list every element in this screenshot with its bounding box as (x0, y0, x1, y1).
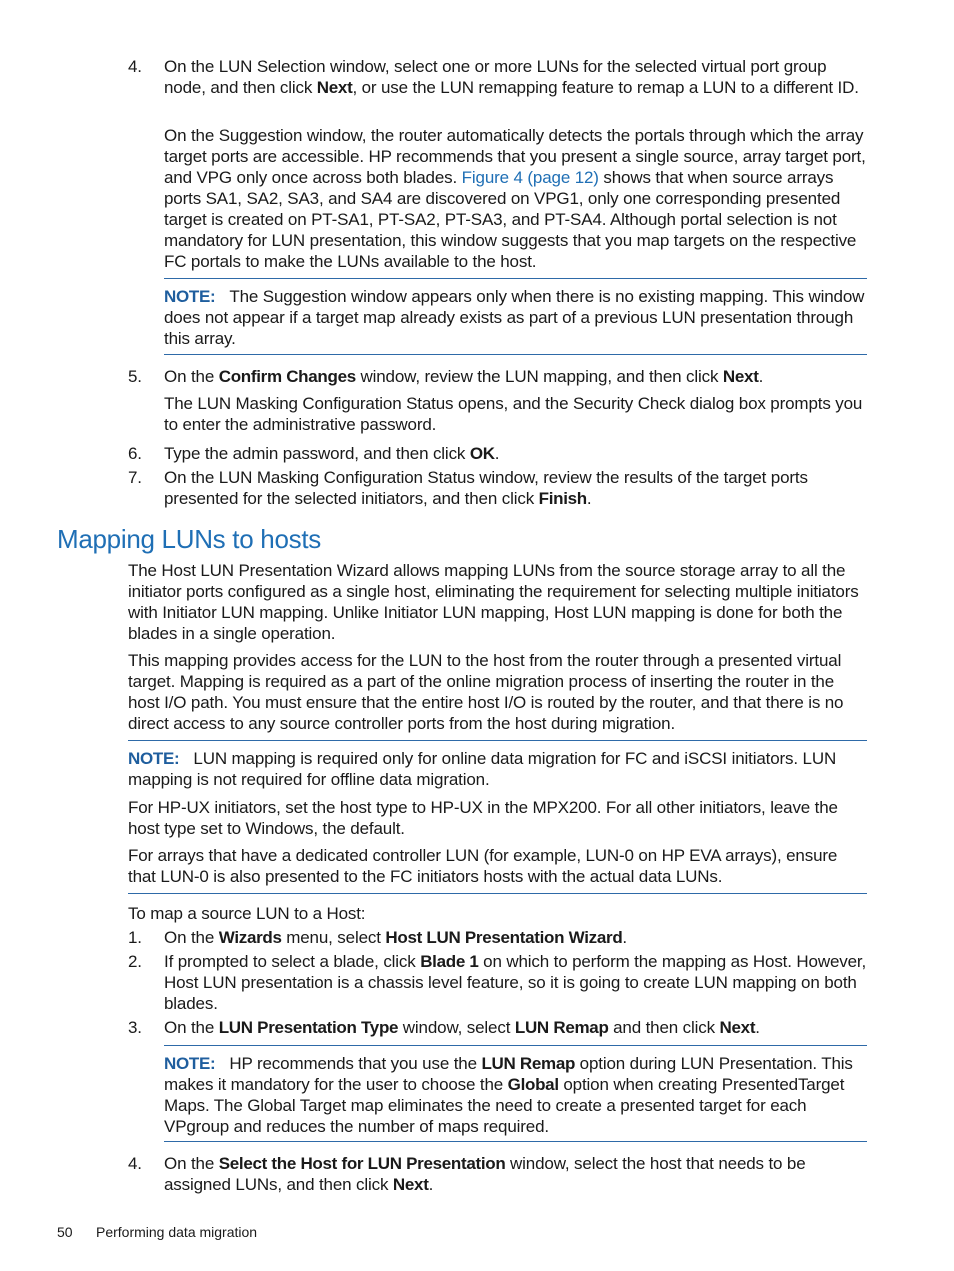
figure-4-link[interactable]: Figure 4 (page 12) (461, 168, 599, 187)
step-number: 1. (128, 928, 142, 947)
note-top-rule (128, 740, 867, 741)
footer-title: Performing data migration (96, 1224, 258, 1240)
step-text: On the (164, 1018, 219, 1037)
ui-term-next: Next (392, 1175, 429, 1194)
step-text: , or use the LUN remapping feature to remap a LUN to a different ID. (352, 78, 859, 97)
ui-term-global: Global (507, 1075, 559, 1094)
ui-term-confirm-changes: Confirm Changes (218, 367, 356, 386)
ui-term-next: Next (722, 367, 759, 386)
step-number: 2. (128, 952, 142, 971)
step-text: . (755, 1018, 760, 1037)
note-bottom-rule (164, 1141, 867, 1142)
ui-term-host-lun-wizard: Host LUN Presentation Wizard (385, 928, 623, 947)
map-step-2 (128, 951, 868, 1014)
step-text: If prompted to select a blade, click (164, 952, 421, 971)
note-label: NOTE: (164, 1054, 216, 1073)
step-text: window, select (398, 1018, 515, 1037)
page-number: 50 (57, 1224, 73, 1240)
map-step-1 (128, 927, 868, 948)
note-text: option during LUN Presentation. This makes it mandatory for the user to choose the (164, 1054, 853, 1094)
page-footer (57, 1223, 257, 1241)
suggestion-paragraph (164, 125, 868, 272)
note-label: NOTE: (164, 287, 216, 306)
step-6-admin-password (128, 443, 868, 464)
ui-term-lun-remap: LUN Remap (514, 1018, 609, 1037)
map-step-3 (128, 1017, 868, 1038)
ui-term-wizards: Wizards (218, 928, 282, 947)
step-5-confirm-changes (128, 366, 868, 387)
note-controller-lun-paragraph: For arrays that have a dedicated controller LUN (for example, LUN-0 on HP EVA arrays), ensure that LUN-0 is also presented to the FC initiators hosts with the actual data LUNs. (128, 846, 838, 886)
ui-term-next: Next (719, 1018, 756, 1037)
map-step-4 (128, 1153, 868, 1195)
note-label: NOTE: (128, 749, 180, 768)
step-number: 3. (128, 1018, 142, 1037)
step-text: On the LUN Selection window, select one or more LUNs for the selected virtual port group node, and then click (164, 57, 827, 97)
note-top-rule (164, 1045, 867, 1046)
step-text: and then click (608, 1018, 720, 1037)
step-text: On the (164, 1154, 219, 1173)
step-text: on which to perform the mapping as Host. However, Host LUN presentation is a chassis level feature, so it is going to create LUN mapping on both blades. (164, 952, 867, 1013)
ui-term-blade-1: Blade 1 (420, 952, 479, 971)
paragraph-text: On the Suggestion window, the router automatically detects the portals through which the array target ports are accessible. HP recommends that you present a single source, array target port, and VPG only once across both blades. (164, 126, 866, 187)
procedure-intro: To map a source LUN to a Host: (128, 904, 366, 923)
step-5-paragraph: The LUN Masking Configuration Status opens, and the Security Check dialog box prompts you to enter the administrative password. (164, 394, 863, 434)
note-top-rule (164, 278, 867, 279)
ui-term-ok: OK (469, 444, 495, 463)
note-lun-remap (164, 1053, 868, 1137)
step-4-lun-selection (128, 56, 868, 98)
note-text: The Suggestion window appears only when there is no existing mapping. This window does not appear if a target map already exists as part of a previous LUN presentation through this array. (164, 287, 865, 348)
ui-term-next: Next (316, 78, 353, 97)
step-text: window, review the LUN mapping, and then click (355, 367, 723, 386)
note-suggestion-window (164, 286, 868, 349)
step-text: On the LUN Masking Configuration Status window, review the results of the target ports presented for the selected initiators, and then click (164, 468, 808, 508)
note-bottom-rule (128, 893, 867, 894)
step-text: . (494, 444, 500, 463)
ui-term-lun-presentation-type: LUN Presentation Type (218, 1018, 399, 1037)
ui-term-lun-remap: LUN Remap (481, 1054, 576, 1073)
note-bottom-rule (164, 354, 867, 355)
section-heading: Mapping LUNs to hosts (57, 524, 321, 554)
step-text: On the (164, 928, 219, 947)
step-text: On the (164, 367, 219, 386)
step-text: . (586, 489, 592, 508)
note-text: HP recommends that you use the (229, 1054, 482, 1073)
intro-paragraph-1: The Host LUN Presentation Wizard allows mapping LUNs from the source storage array to all the initiator ports configured as a single host, eliminating the requirement for selecting multiple initiators with Initiator LUN mapping. Unlike Initiator LUN mapping, Host LUN mapping is done for both the blades in a single operation. (128, 561, 859, 643)
step-number: 4. (128, 1154, 142, 1173)
step-text: . (758, 367, 764, 386)
step-text: menu, select (281, 928, 386, 947)
step-number: 5. (128, 367, 142, 386)
step-text: Type the admin password, and then click (164, 444, 470, 463)
step-number: 6. (128, 444, 142, 463)
step-7-review-results (128, 467, 868, 509)
step-text: . (428, 1175, 434, 1194)
note-text: LUN mapping is required only for online data migration for FC and iSCSI initiators. LUN mapping is not required for offline data migration. (128, 749, 837, 789)
note-text: option when creating PresentedTarget Maps. The Global Target map eliminates the need to create a presented target for each VPgroup and reduces the number of maps required. (164, 1075, 845, 1136)
step-text: window, select the host that needs to be assigned LUNs, and then click (164, 1154, 806, 1194)
step-number: 4. (128, 57, 142, 76)
ui-term-finish: Finish (538, 489, 587, 508)
step-text: . (622, 928, 627, 947)
note-lun-mapping (128, 748, 868, 790)
note-hpux-paragraph: For HP-UX initiators, set the host type to HP-UX in the MPX200. For all other initiators, leave the host type set to Windows, the default. (128, 798, 838, 838)
step-number: 7. (128, 468, 142, 487)
ui-term-select-host: Select the Host for LUN Presentation (218, 1154, 506, 1173)
paragraph-text: shows that when source arrays ports SA1, SA2, SA3, and SA4 are discovered on VPG1, only one corresponding presented target is created on PT-SA1, PT-SA2, PT-SA3, and PT-SA4. Although portal selection is not mandatory for LUN presentation, this window suggests that you map targets on the respective FC portals to make the LUNs available to the host. (164, 168, 857, 271)
intro-paragraph-2: This mapping provides access for the LUN to the host from the router through a presented virtual target. Mapping is required as a part of the online migration process of inserting the router in the host I/O path. You must ensure that the entire host I/O is routed by the router, and that there is no direct access to any source controller ports from the host during migration. (128, 651, 844, 733)
